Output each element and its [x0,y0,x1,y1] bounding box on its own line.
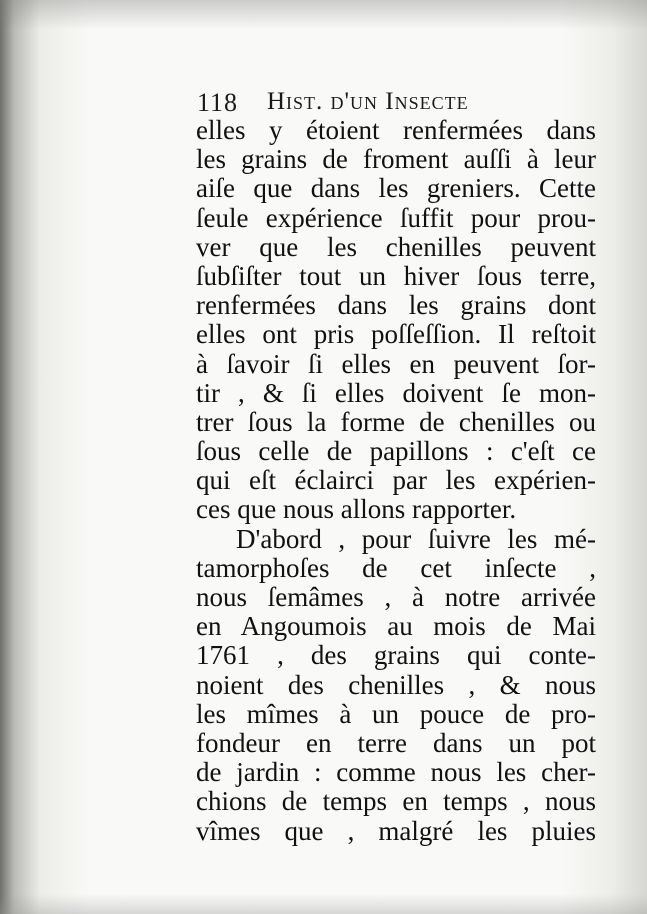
page-shadow-top [0,0,647,30]
text-line: qui eſt éclairci par les expérien- [196,465,596,496]
text-line: ſous celle de papillons : c'eſt ce [196,436,596,467]
text-line: les mîmes à un pouce de pro- [196,698,596,729]
text-line: chions de temps en temps , nous [196,786,596,817]
page-number: 118 [197,88,239,117]
running-title: Hist. d'un Insecte [267,88,469,115]
text-line: ver que les chenilles peuvent [196,231,596,262]
text-line: ſeule expérience ſuffit pour prou- [196,202,596,233]
text-line: nous ſemâmes , à notre arrivée [196,582,596,612]
paragraph-start-line: D'abord , pour ſuivre les mé- [236,523,596,554]
text-line: renfermées dans les grains dont [196,290,596,321]
text-line: de jardin : comme nous les cher- [196,757,596,788]
text-line: tir , & ſi elles doivent ſe mon- [196,377,596,408]
text-line: elles y étoient renfermées dans [196,115,596,145]
page-shadow-bottom [0,894,647,914]
text-line: les grains de froment auſſi à leur [196,144,596,175]
text-line: à ſavoir ſi elles en peuvent ſor- [196,348,596,379]
text-line: fondeur en terre dans un pot [196,727,596,758]
text-line: ſubſiſter tout un hiver ſous terre, [196,260,596,291]
text-line: trer ſous la forme de chenilles ou [196,406,596,437]
text-line: elles ont pris poſſeſſion. Il reſtoit [196,319,596,350]
text-line: 1761 , des grains qui conte- [196,640,596,671]
paragraph-end-line: ces que nous allons rapporter. [196,494,517,525]
text-line: vîmes que , malgré les pluies [196,815,596,846]
text-line: tamorphoſes de cet inſecte , [196,552,596,583]
text-line: noient des chenilles , & nous [196,669,596,700]
text-line: en Angoumois au mois de Mai [196,611,596,642]
text-line: aiſe que dans les greniers. Cette [196,173,596,204]
body-text [196,116,596,846]
